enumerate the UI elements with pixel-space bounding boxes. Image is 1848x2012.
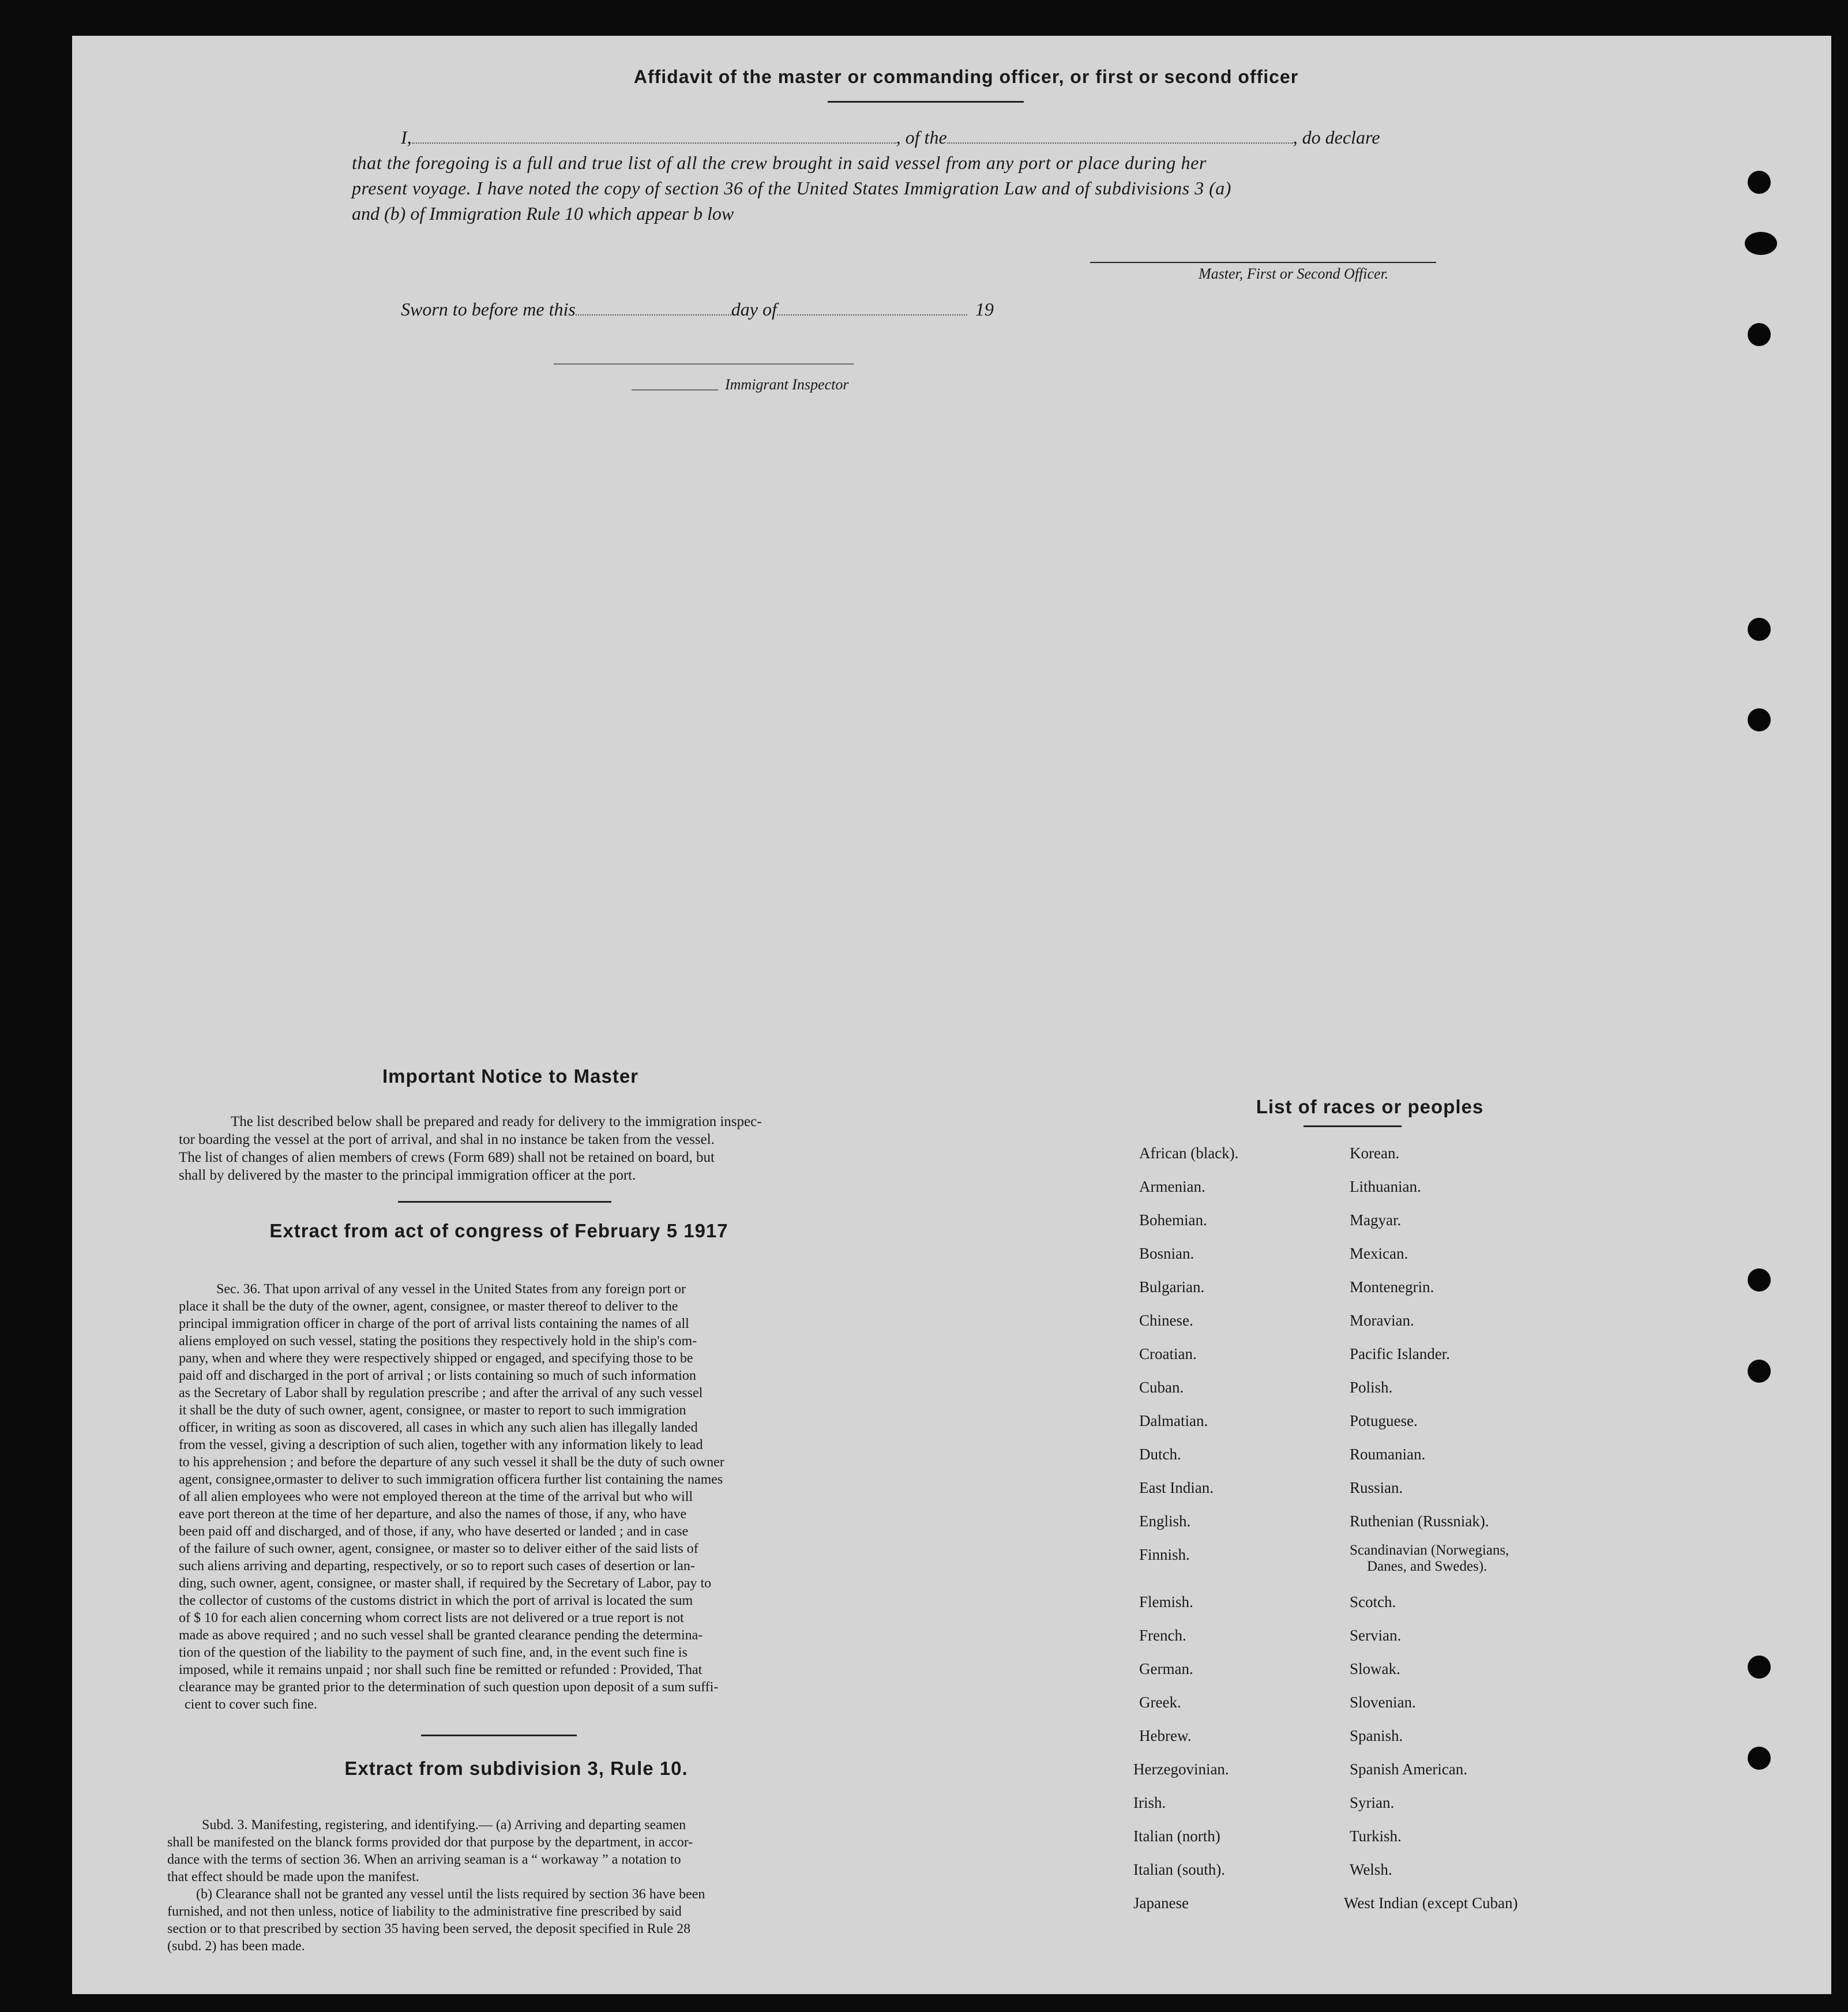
- race-item: Japanese: [1133, 1894, 1189, 1912]
- races-heading: List of races or peoples: [1256, 1096, 1484, 1117]
- inspector-caption: Immigrant Inspector: [725, 376, 849, 393]
- race-item: Irish.: [1133, 1794, 1166, 1811]
- rule-text: [167, 1816, 911, 1955]
- inspector-line: [554, 363, 854, 365]
- race-item: Danes, and Swedes).: [1367, 1559, 1488, 1574]
- sworn-line: [401, 299, 994, 320]
- race-item: Polish.: [1350, 1379, 1393, 1396]
- act-line: agent, consignee,ormaster to deliver to such immigration officera further list containing the names: [179, 1472, 723, 1487]
- act-line: place it shall be the duty of the owner, agent, consignee, or master thereof to deliver to the: [179, 1299, 678, 1314]
- act-line: paid off and discharged in the port of arrival ; or lists containing so much of such information: [179, 1368, 696, 1383]
- rule-line: dance with the terms of section 36. When an arriving seaman is a “ workaway ” a notation to: [167, 1852, 681, 1867]
- inspector-short-line: [632, 389, 718, 391]
- act-line: the collector of customs of the customs district in which the port of arrival is located the sum: [179, 1593, 693, 1608]
- sworn-text: day of: [731, 299, 777, 320]
- act-line: been paid off and discharged, and of those, if any, who have deserted or landed ; and in case: [179, 1524, 689, 1539]
- punch-hole: [1748, 618, 1771, 641]
- affidavit-line-4: and (b) of Immigration Rule 10 which appear b low: [352, 203, 734, 224]
- race-item: German.: [1139, 1660, 1193, 1677]
- act-line: cient to cover such fine.: [185, 1697, 317, 1712]
- act-rule: [421, 1735, 577, 1736]
- race-item: Servian.: [1350, 1627, 1402, 1644]
- race-item: East Indian.: [1139, 1479, 1214, 1496]
- act-line: to his apprehension ; and before the departure of any such vessel it shall be the duty of such owner: [179, 1455, 724, 1470]
- race-item: Italian (north): [1133, 1827, 1220, 1845]
- affidavit-text: , do declare: [1293, 127, 1380, 148]
- signature-line: [1090, 262, 1436, 263]
- race-item: Herzegovinian.: [1133, 1760, 1229, 1778]
- punch-hole: [1748, 1747, 1771, 1770]
- race-item: Spanish American.: [1350, 1760, 1467, 1778]
- act-line: principal immigration officer in charge of the port of arrival lists containing the names of all: [179, 1316, 689, 1331]
- race-item: Cuban.: [1139, 1379, 1184, 1396]
- act-line: it shall be the duty of such owner, agent, consignee, or master to report to such immigration: [179, 1403, 686, 1418]
- act-line: from the vessel, giving a description of such alien, together with any information likely to lead: [179, 1437, 703, 1452]
- race-item: Finnish.: [1139, 1546, 1190, 1563]
- rule-line: shall be manifested on the blanck forms provided dor that purpose by the department, in accor-: [167, 1835, 693, 1850]
- race-item: Bulgarian.: [1139, 1278, 1205, 1296]
- race-item: Spanish.: [1350, 1727, 1403, 1744]
- punch-hole: [1748, 708, 1771, 731]
- punch-hole: [1748, 1268, 1771, 1292]
- notice-line: The list described below shall be prepared and ready for delivery to the immigration inspec-: [231, 1114, 762, 1129]
- race-item: Lithuanian.: [1350, 1178, 1421, 1195]
- vessel-blank: [947, 141, 1293, 144]
- punch-hole: [1748, 1360, 1771, 1383]
- race-item: Hebrew.: [1139, 1727, 1192, 1744]
- race-item: Syrian.: [1350, 1794, 1395, 1811]
- race-item: Greek.: [1139, 1694, 1181, 1711]
- heading-rule: [828, 101, 1024, 103]
- race-item: Slovenian.: [1350, 1694, 1416, 1711]
- punch-hole: [1748, 323, 1771, 346]
- affidavit-heading: Affidavit of the master or commanding officer, or first or second officer: [633, 66, 1299, 87]
- punch-hole: [1748, 171, 1771, 194]
- act-line: such aliens arriving and departing, respectively, or so to report such cases of desertion or lan-: [179, 1559, 695, 1574]
- notice-text: [179, 1113, 911, 1184]
- race-item: Croatian.: [1139, 1345, 1197, 1362]
- race-item: Scotch.: [1350, 1593, 1396, 1611]
- race-item: Dalmatian.: [1139, 1412, 1208, 1429]
- race-item: Russian.: [1350, 1479, 1403, 1496]
- act-line: of the failure of such owner, agent, consignee, or master so to deliver either of the said lists of: [179, 1541, 698, 1556]
- act-line: made as above required ; and no such vessel shall be granted clearance pending the determina-: [179, 1628, 703, 1643]
- race-item: Moravian.: [1350, 1312, 1414, 1329]
- rule-line: (b) Clearance shall not be granted any vessel until the lists required by section 36 have been: [196, 1887, 705, 1902]
- race-item: Flemish.: [1139, 1593, 1193, 1611]
- affidavit-text: , of the: [896, 127, 947, 148]
- race-item: Slowak.: [1350, 1660, 1400, 1677]
- race-item: Turkish.: [1350, 1827, 1402, 1845]
- race-item: Chinese.: [1139, 1312, 1193, 1329]
- race-item: Korean.: [1350, 1144, 1400, 1162]
- race-item: Roumanian.: [1350, 1446, 1426, 1463]
- notice-rule: [398, 1201, 611, 1203]
- race-item: Bohemian.: [1139, 1211, 1207, 1229]
- race-item: Scandinavian (Norwegians,: [1350, 1542, 1509, 1558]
- act-line: eave port thereon at the time of her departure, and also the names of those, if any, who have: [179, 1507, 687, 1522]
- act-line: as the Secretary of Labor shall by regulation prescribe ; and after the arrival of any such vessel: [179, 1386, 703, 1401]
- sworn-text: Sworn to before me this: [401, 299, 576, 320]
- race-item: Mexican.: [1350, 1245, 1408, 1262]
- race-item: Welsh.: [1350, 1861, 1392, 1878]
- document-page: [72, 36, 1831, 1994]
- rule-line: that effect should be made upon the manifest.: [167, 1870, 419, 1885]
- act-line: of all alien employees who were not employed thereon at the time of the arrival but who will: [179, 1489, 693, 1504]
- race-item: English.: [1139, 1512, 1191, 1530]
- notice-line: tor boarding the vessel at the port of arrival, and shal in no instance be taken from the vessel.: [179, 1132, 715, 1147]
- race-item: Bosnian.: [1139, 1245, 1195, 1262]
- races-rule: [1304, 1125, 1402, 1127]
- rule-line: section or to that prescribed by section 35 having been served, the deposit specified in Rule 28: [167, 1921, 691, 1936]
- act-line: ding, such owner, agent, consignee, or master shall, if required by the Secretary of Labor, pay to: [179, 1576, 712, 1591]
- rule-line: furnished, and not then unless, notice of liability to the administrative fine prescribed by said: [167, 1904, 682, 1919]
- act-text: [179, 1281, 920, 1713]
- act-line: imposed, while it remains unpaid ; nor shall such fine be remitted or refunded : Provided, That: [179, 1662, 703, 1677]
- race-item: Ruthenian (Russniak).: [1350, 1512, 1489, 1530]
- rule-line: (subd. 2) has been made.: [167, 1939, 305, 1954]
- affidavit-line-2: that the foregoing is a full and true list of all the crew brought in said vessel from any port or place during her: [352, 152, 1207, 173]
- act-line: tion of the question of the liability to the payment of such fine, and, in the event such fine is: [179, 1645, 688, 1660]
- race-item: French.: [1139, 1627, 1186, 1644]
- race-item: African (black).: [1139, 1144, 1239, 1162]
- affidavit-line-1: [401, 127, 1380, 148]
- act-line: pany, when and where they were respectively shipped or engaged, and specifying those to be: [179, 1351, 693, 1366]
- act-line: of $ 10 for each alien concerning whom correct lists are not delivered or a true report is not: [179, 1611, 684, 1626]
- race-item: Italian (south).: [1133, 1861, 1225, 1878]
- race-item: Armenian.: [1139, 1178, 1205, 1195]
- affidavit-line-3: present voyage. I have noted the copy of section 36 of the United States Immigration Law and of subdivisions 3 (a): [352, 178, 1231, 198]
- race-item: West Indian (except Cuban): [1344, 1894, 1518, 1912]
- notice-heading: Important Notice to Master: [382, 1065, 639, 1087]
- race-item: Potuguese.: [1350, 1412, 1418, 1429]
- notice-line: shall by delivered by the master to the principal immigration officer at the port.: [179, 1168, 636, 1183]
- race-item: Magyar.: [1350, 1211, 1402, 1229]
- act-heading: Extract from act of congress of February 5 1917: [269, 1220, 728, 1241]
- rule-line: Subd. 3. Manifesting, registering, and identifying.— (a) Arriving and departing seamen: [202, 1818, 686, 1833]
- act-line: officer, in writing as soon as discovered, all cases in which any such alien has illegally landed: [179, 1420, 698, 1435]
- act-line: aliens employed on such vessel, stating the positions they respectively hold in the ship's com-: [179, 1334, 697, 1349]
- name-blank: [412, 141, 896, 144]
- race-item: Dutch.: [1139, 1446, 1181, 1463]
- act-line: Sec. 36. That upon arrival of any vessel in the United States from any foreign port or: [216, 1282, 686, 1297]
- race-item: Pacific Islander.: [1350, 1345, 1450, 1362]
- month-blank: [777, 313, 967, 316]
- rule-heading: Extract from subdivision 3, Rule 10.: [344, 1758, 688, 1779]
- race-item: Montenegrin.: [1350, 1278, 1434, 1296]
- day-blank: [576, 313, 731, 316]
- notice-line: The list of changes of alien members of crews (Form 689) shall not be retained on board, but: [179, 1150, 715, 1165]
- act-line: clearance may be granted prior to the determination of such question upon deposit of a sum suffi-: [179, 1680, 719, 1695]
- punch-hole: [1748, 1656, 1771, 1679]
- signature-caption: Master, First or Second Officer.: [1199, 265, 1389, 282]
- affidavit-text: I,: [401, 127, 412, 148]
- year-text: 19: [975, 299, 994, 320]
- punch-hole: [1745, 232, 1777, 255]
